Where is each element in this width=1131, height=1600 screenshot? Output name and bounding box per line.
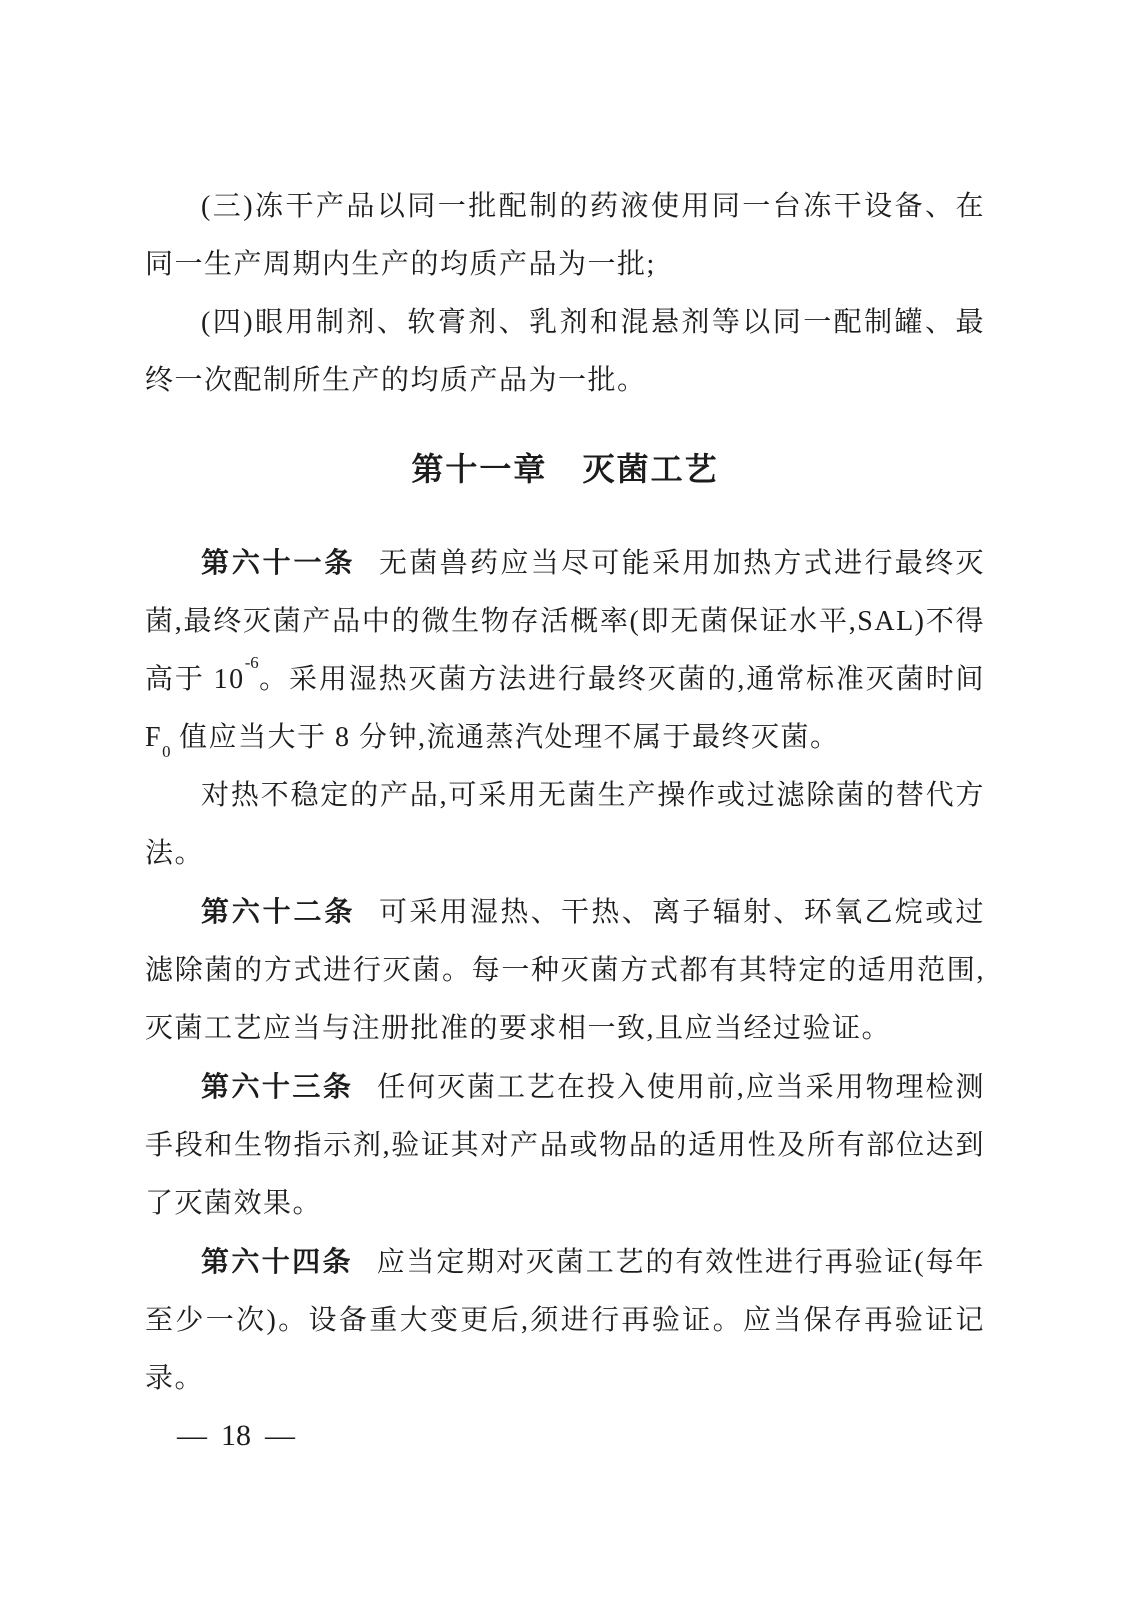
chapter-heading (145, 440, 985, 498)
chapter-number: 第十一章 (411, 451, 548, 487)
article-61-superscript: -6 (244, 653, 259, 673)
article-63-label: 第六十三条 (201, 1071, 354, 1102)
article-61-paragraph (145, 534, 985, 767)
chapter-title: 灭菌工艺 (582, 451, 719, 487)
article-61-text-2: 。采用湿热灭菌方法进行最终灭菌的,通常标准灭菌时间 F (145, 664, 985, 753)
article-61-label: 第六十一条 (201, 547, 356, 578)
article-61-text-1: 无菌兽药应当尽可能采用加热方式进行最终灭菌,最终灭菌产品中的微生物存活概率(即无菌保证水平,SAL)不得高于 10 (145, 548, 985, 695)
article-64-text: 应当定期对灭菌工艺的有效性进行再验证(每年至少一次)。设备重大变更后,须进行再验证。应当保存再验证记录。 (145, 1247, 985, 1394)
article-62-label: 第六十二条 (201, 896, 356, 927)
page-number: 18 (221, 1419, 251, 1452)
article-63-paragraph (145, 1058, 985, 1233)
heat-unstable-paragraph: 对热不稳定的产品,可采用无菌生产操作或过滤除菌的替代方法。 (145, 780, 985, 869)
page-footer (177, 1416, 295, 1456)
footer-dash-right: — (265, 1419, 295, 1452)
article-63-text: 任何灭菌工艺在投入使用前,应当采用物理检测手段和生物指示剂,验证其对产品或物品的适用性及所有部位达到了灭菌效果。 (145, 1072, 985, 1219)
batch-item-3-paragraph: (三)冻干产品以同一批配制的药液使用同一台冻干设备、在同一生产周期内生产的均质产品为一批; (145, 191, 985, 280)
article-61-subscript: 0 (162, 741, 171, 761)
document-body (145, 178, 985, 1408)
article-64-paragraph (145, 1233, 985, 1408)
footer-dash-left: — (177, 1419, 207, 1452)
article-64-label: 第六十四条 (201, 1246, 353, 1277)
article-61-text-3: 值应当大于 8 分钟,流通蒸汽处理不属于最终灭菌。 (170, 722, 840, 753)
article-62-text: 可采用湿热、干热、离子辐射、环氧乙烷或过滤除菌的方式进行灭菌。每一种灭菌方式都有其特定的适用范围,灭菌工艺应当与注册批准的要求相一致,且应当经过验证。 (145, 897, 985, 1044)
article-62-paragraph (145, 883, 985, 1058)
batch-item-4-paragraph: (四)眼用制剂、软膏剂、乳剂和混悬剂等以同一配制罐、最终一次配制所生产的均质产品为一批。 (145, 307, 985, 396)
